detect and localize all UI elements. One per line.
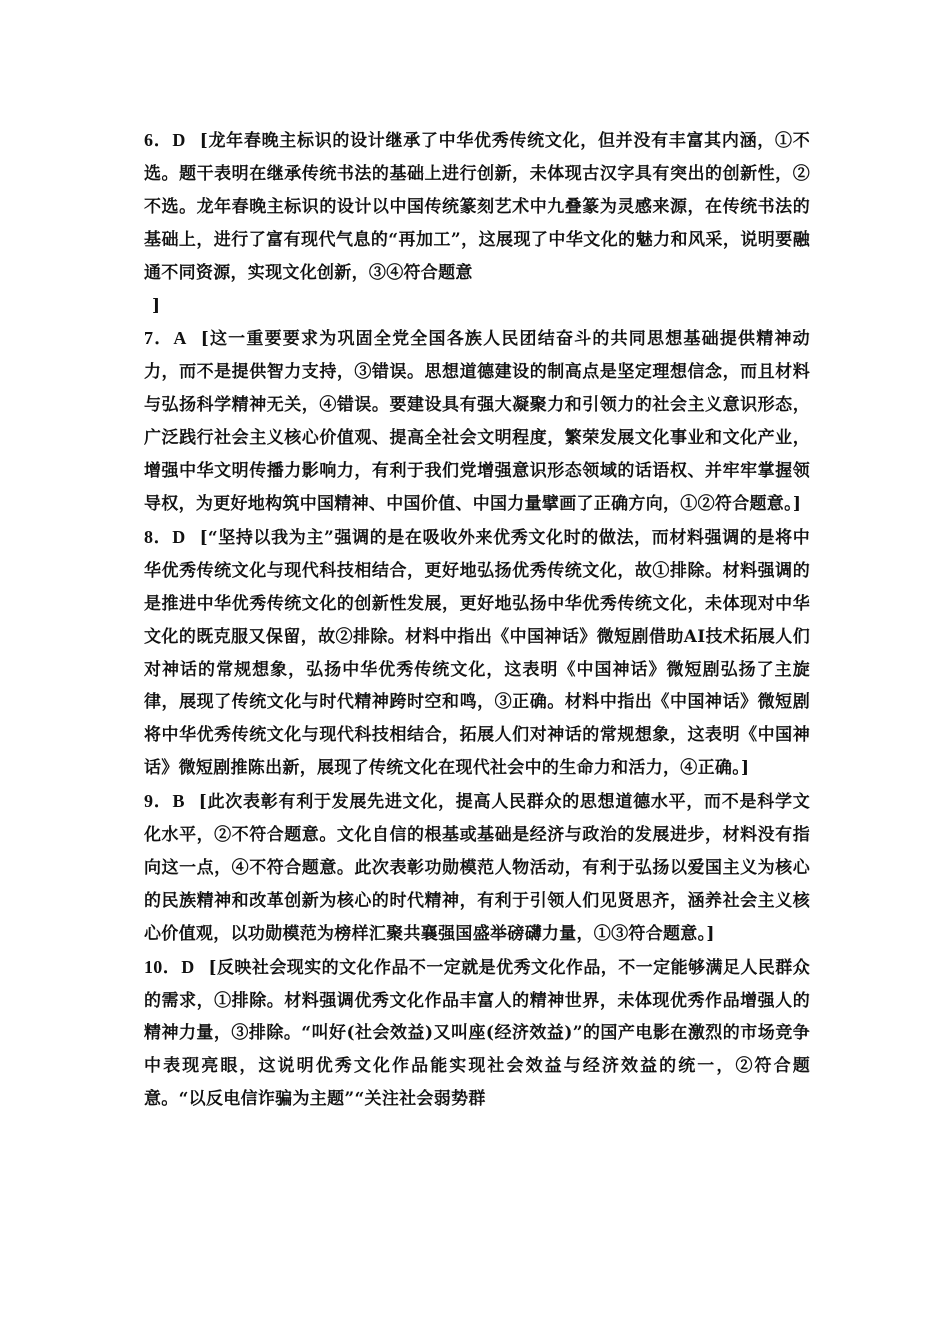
answer-text: [龙年春晚主标识的设计继承了中华优秀传统文化，但并没有丰富其内涵，①不选。题干表明在继承传统书法的基础上进行创新，未体现古汉字具有突出的创新性，②不选。龙年春晚主标识的设计以中国传统篆刻艺术中九叠篆为灵感来源，在传统书法的基础上，进行了富有现代气息的“再加工”，这展现了中华文化的魅力和风采，说明要融通不同资源，实现文化创新，③④符合题意 <box>144 131 810 283</box>
answer-item-7 <box>144 322 810 520</box>
answer-text: [“坚持以我为主”强调的是在吸收外来优秀文化时的做法，而材料强调的是将中华优秀传统文化与现代科技相结合，更好地弘扬优秀传统文化，故①排除。材料强调的是推进中华优秀传统文化的创新性发展，更好地弘扬中华优秀传统文化，未体现对中华文化的既克服又保留，故②排除。材料中指出《中国神话》微短剧借助AI技术拓展人们对神话的常规想象，弘扬中华优秀传统文化，这表明《中国神话》微短剧弘扬了主旋律，展现了传统文化与时代精神跨时空和鸣，③正确。材料中指出《中国神话》微短剧将中华优秀传统文化与现代科技相结合，拓展人们对神话的常规想象，这表明《中国神话》微短剧推陈出新，展现了传统文化在现代社会中的生命力和活力，④正确。] <box>144 527 810 779</box>
answer-closing-bracket: ] <box>152 295 161 316</box>
answer-text: [这一重要要求为巩固全党全国各族人民团结奋斗的共同思想基础提供精神动力，而不是提供智力支持，③错误。思想道德建设的制高点是坚定理想信念，而且材料与弘扬科学精神无关，④错误。要建设具有强大凝聚力和引领力的社会主义意识形态，广泛践行社会主义核心价值观、提高全社会文明程度，繁荣发展文化事业和文化产业，增强中华文明传播力影响力，有利于我们党增强意识形态领域的话语权、并牢牢掌握领导权，为更好地构筑中国精神、中国价值、中国力量擘画了正确方向，①②符合题意。] <box>144 329 810 514</box>
answer-number: 6．D <box>144 130 186 150</box>
answer-item-8 <box>144 521 810 785</box>
answer-number: 8．D <box>144 526 186 547</box>
answer-item-9 <box>144 785 810 951</box>
answer-number: 10．D <box>144 956 195 977</box>
answer-item-6 <box>144 124 810 322</box>
answer-item-10 <box>144 951 810 1117</box>
answer-explanations <box>144 124 810 1116</box>
answer-number: 9．B <box>144 791 185 812</box>
answer-text: [此次表彰有利于发展先进文化，提高人民群众的思想道德水平，而不是科学文化水平，②不符合题意。文化自信的根基或基础是经济与政治的发展进步，材料没有指向这一点，④不符合题意。此次表彰功勋模范人物活动，有利于弘扬以爱国主义为核心的民族精神和改革创新为核心的时代精神，有利于引领人们见贤思齐，涵养社会主义核心价值观，以功勋模范为榜样汇聚共襄强国盛举磅礴力量，①③符合题意。] <box>144 792 811 944</box>
answer-number: 7．A <box>144 328 187 349</box>
answer-text: [反映社会现实的文化作品不一定就是优秀文化作品，不一定能够满足人民群众的需求，①排除。材料强调优秀文化作品丰富人的精神世界，未体现优秀作品增强人的精神力量，③排除。“叫好(社会效益)又叫座(经济效益)”的国产电影在激烈的市场竞争中表现亮眼，这说明优秀文化作品能实现社会效益与经济效益的统一，②符合题意。“以反电信诈骗为主题”“关注社会弱势群 <box>144 957 810 1110</box>
